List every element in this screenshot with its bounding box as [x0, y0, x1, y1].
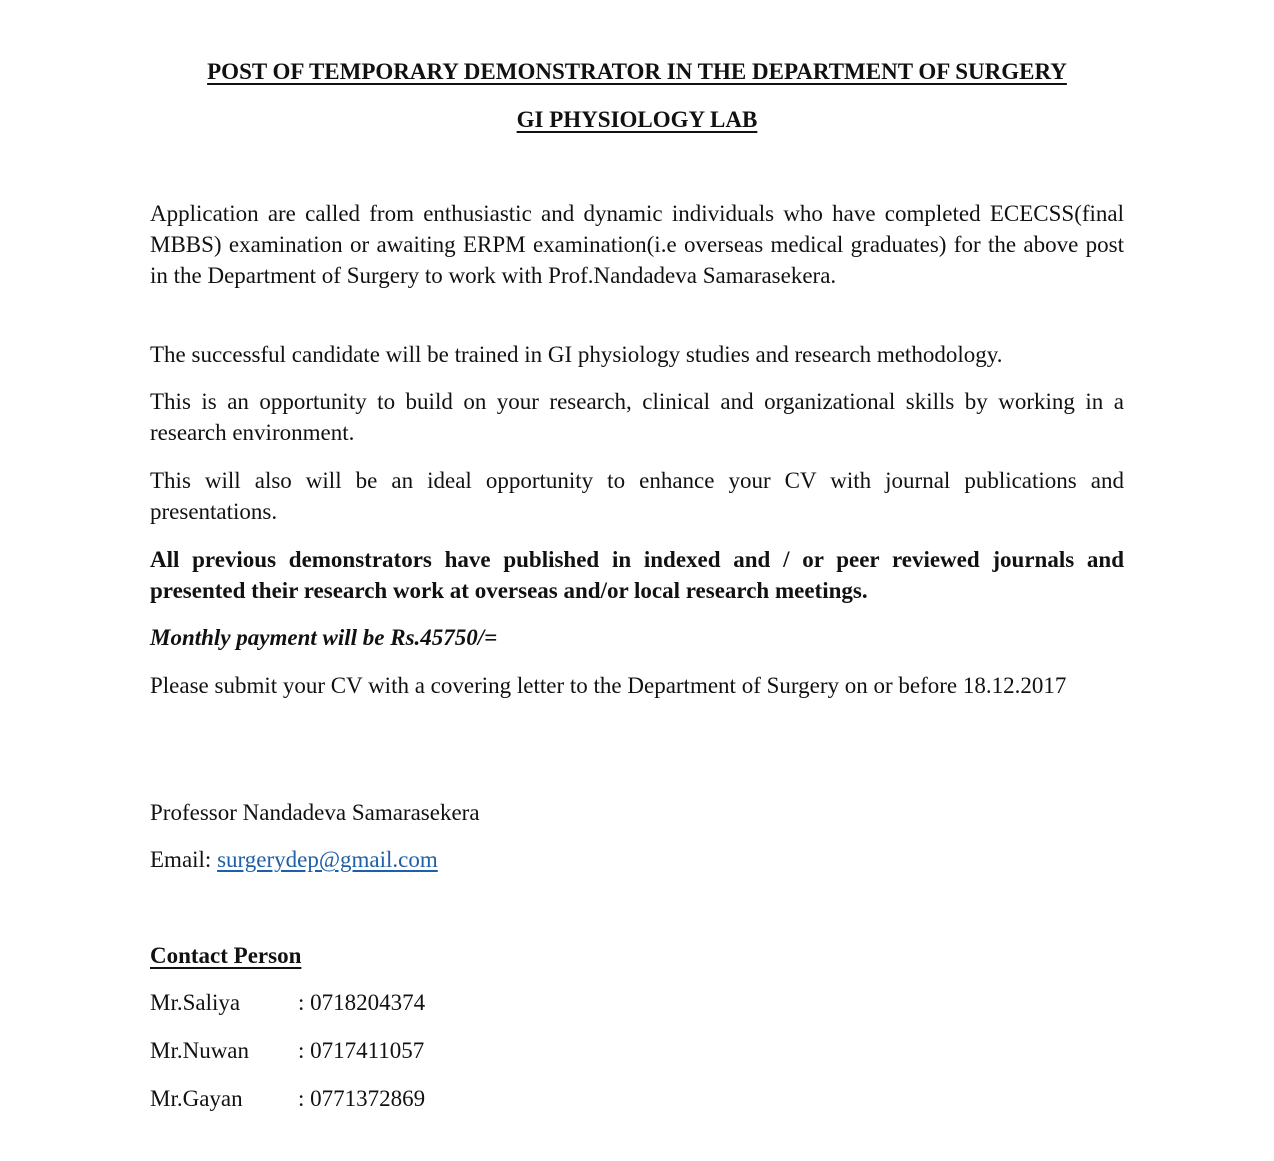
paragraph-publications: All previous demonstrators have published in indexed and / or peer reviewed journals and presented their research work at overseas and/or local research meetings.	[150, 547, 1124, 603]
paragraph-training: The successful candidate will be trained in GI physiology studies and research methodology.	[150, 342, 1003, 367]
contact-name: Mr.Gayan	[150, 1086, 243, 1111]
contact-phone: : 0717411057	[298, 1038, 425, 1063]
contact-phone: : 0718204374	[298, 990, 426, 1015]
email-link[interactable]: surgerydep@gmail.com	[217, 847, 438, 872]
paragraph-payment: Monthly payment will be Rs.45750/=	[150, 625, 498, 650]
contact-row	[150, 987, 425, 1018]
contact-row	[150, 1083, 425, 1114]
paragraph-submission: Please submit your CV with a covering letter to the Department of Surgery on or before 18.12.2017	[150, 673, 1067, 698]
email-label: Email:	[150, 847, 218, 872]
contact-name: Mr.Nuwan	[150, 1038, 250, 1063]
document-subtitle: GI PHYSIOLOGY LAB	[516, 107, 758, 132]
contact-heading: Contact Person	[150, 943, 302, 968]
paragraph-opportunity: This is an opportunity to build on your research, clinical and organizational skills by working in a research environment.	[150, 389, 1124, 445]
contact-name: Mr.Saliya	[150, 990, 241, 1015]
email-line	[150, 844, 438, 875]
signer-name: Professor Nandadeva Samarasekera	[150, 800, 480, 825]
contact-phone: : 0771372869	[298, 1086, 426, 1111]
paragraph-application-call: Application are called from enthusiastic and dynamic individuals who have completed ECECSS(final MBBS) examination or awaiting ERPM examination(i.e overseas medical graduates) for the above post in the Department of Surgery to work with Prof.Nandadeva Samarasekera.	[150, 201, 1124, 288]
document-title: POST OF TEMPORARY DEMONSTRATOR IN THE DEPARTMENT OF SURGERY	[207, 59, 1067, 84]
contact-row	[150, 1035, 424, 1066]
paragraph-cv-enhancement: This will also will be an ideal opportunity to enhance your CV with journal publications and presentations.	[150, 468, 1124, 524]
